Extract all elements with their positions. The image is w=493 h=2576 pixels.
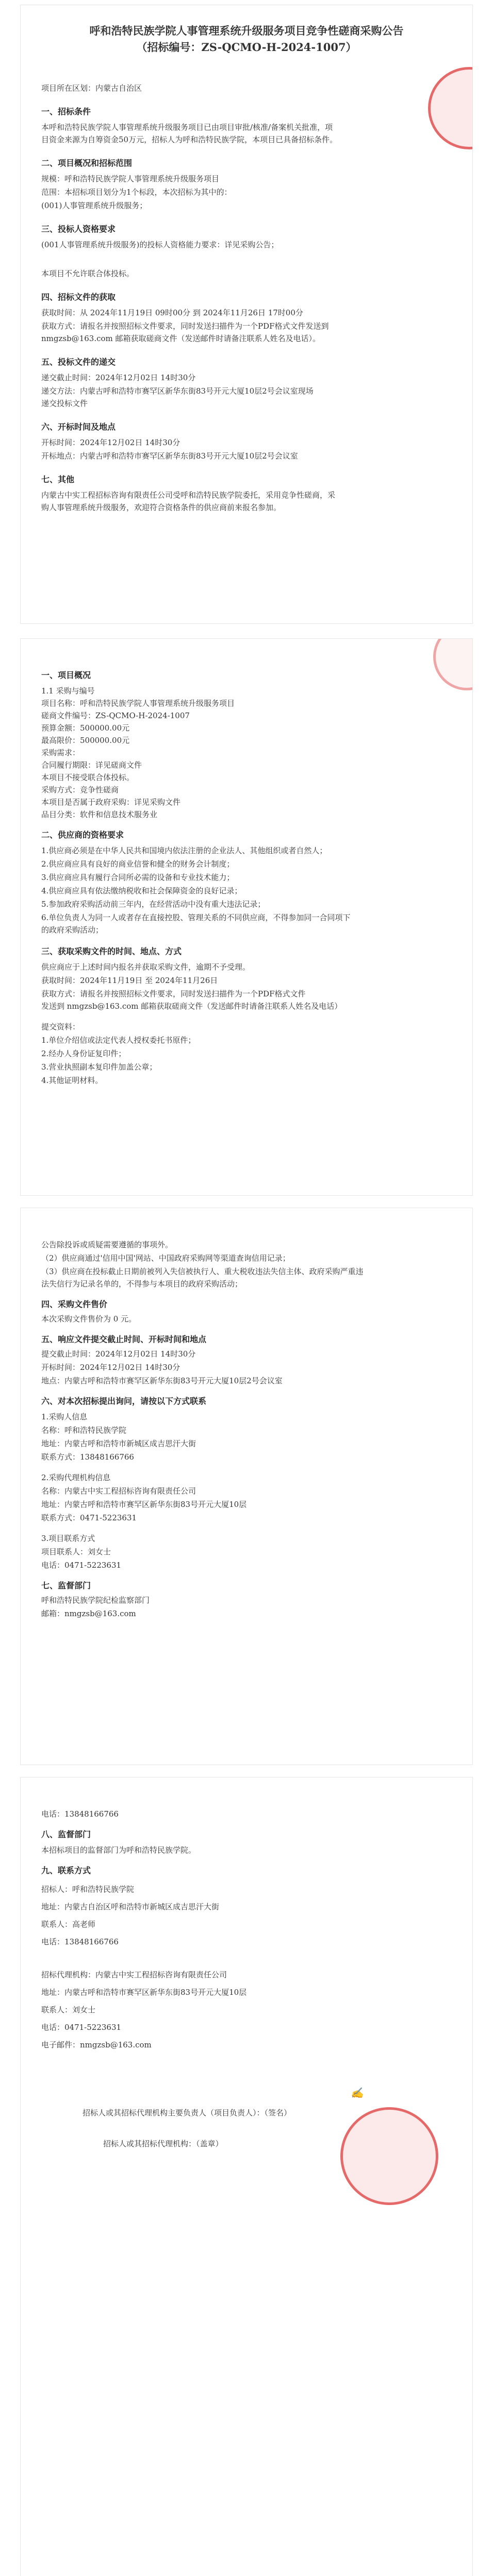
paragraph-line: 递交截止时间：2024年12月02日 14时30分 (41, 373, 196, 382)
paragraph-line: 4.供应商应具有依法缴纳税收和社会保障资金的良好记录； (41, 886, 242, 895)
paragraph-line: 邮箱：nmgzsb@163.com (41, 1609, 136, 1618)
paragraph-line: 1.1 采购与编号 (41, 686, 95, 696)
paragraph-line: 2.采购代理机构信息 (41, 1473, 111, 1482)
paragraph-line: 合同履行期限：详见磋商文件 (41, 760, 142, 770)
paragraph-line: 递交方法：内蒙古呼和浩特市赛罕区新华东街83号开元大厦10层2号会议室现场 (41, 386, 314, 396)
section-heading: 四、招标文件的获取 (41, 292, 116, 302)
paragraph-line: 地址：内蒙古呼和浩特市新城区成吉思汗大街 (41, 1439, 196, 1448)
paragraph-line: 规模：呼和浩特民族学院人事管理系统升级服务项目 (41, 174, 220, 183)
paragraph-line: 地点：内蒙古呼和浩特市赛罕区新华东街83号开元大厦10层2号会议室 (41, 1376, 283, 1385)
announcement-title: 呼和浩特民族学院人事管理系统升级服务项目竞争性磋商采购公告 (89, 24, 404, 37)
section-heading: 九、联系方式 (41, 1866, 91, 1875)
section-heading: 五、投标文件的递交 (41, 357, 116, 367)
section-heading: 七、其他 (41, 474, 75, 484)
paragraph-line: 本呼和浩特民族学院人事管理系统升级服务项目已由项目审批/核准/备案机关批准，项 (41, 123, 333, 132)
paragraph-line: 3.营业执照副本复印件加盖公章； (41, 1062, 157, 1072)
paragraph-line: 项目联系人：刘女士 (41, 1547, 111, 1556)
paragraph-line: (001)人事管理系统升级服务； (41, 201, 147, 210)
paragraph-line: 采购需求： (41, 748, 80, 757)
paragraph-line: 电话：0471-5223631 (41, 2023, 122, 2032)
document-page-2 (21, 639, 472, 1195)
section-heading: 四、采购文件售价 (41, 1299, 108, 1309)
paragraph-line: 名称：呼和浩特民族学院 (41, 1426, 127, 1435)
paragraph-line: 本项目是否属于政府采购：详见采购文件 (41, 798, 181, 807)
paragraph-line: 开标时间：2024年12月02日 14时30分 (41, 1363, 180, 1372)
paragraph-line: 联系方式：13848166766 (41, 1452, 134, 1462)
section-heading: 八、监督部门 (41, 1829, 91, 1839)
paragraph-line: 呼和浩特民族学院纪检监察部门 (41, 1596, 150, 1605)
paragraph-line: 的政府采购活动； (41, 925, 104, 935)
paragraph-line: 联系方式：0471-5223631 (41, 1513, 137, 1522)
paragraph-line: 预算金额：500000.00元 (41, 723, 130, 733)
paragraph-line: 1.单位介绍信或法定代表人授权委托书原件； (41, 1036, 196, 1045)
paragraph-line: 内蒙古中实工程招标咨询有限责任公司受呼和浩特民族学院委托，采用竞争性磋商，采 (41, 490, 336, 500)
paragraph-line: 电子邮件：nmgzsb@163.com (41, 2040, 152, 2049)
paragraph-line: 获取时间：2024年11月19日 至 2024年11月26日 (41, 976, 218, 985)
paragraph-line: 1.供应商必须是在中华人民共和国境内依法注册的企业法人、其他组织或者自然人； (41, 846, 327, 855)
paragraph-line: 电话：13848166766 (41, 1937, 119, 1946)
paragraph-line: 本次采购文件售价为 0 元。 (41, 1314, 137, 1324)
section-heading: 七、监督部门 (41, 1581, 91, 1590)
section-heading: 三、获取采购文件的时间、地点、方式 (41, 946, 182, 956)
paragraph-line: 联系人：刘女士 (41, 2005, 96, 2014)
paragraph-line: 获取时间：从 2024年11月19日 09时00分 到 2024年11月26日 17时00分 (41, 308, 303, 317)
paragraph-line: 递交投标文件 (41, 399, 88, 408)
paragraph-line: 获取方式：请报名并按照招标文件要求，同时发送扫描件为一个PDF格式文件 (41, 989, 306, 998)
paragraph-line: 2.供应商应具有良好的商业信誉和健全的财务会计制度； (41, 859, 235, 869)
paragraph-line: 名称：内蒙古中实工程招标咨询有限责任公司 (41, 1486, 196, 1496)
paragraph-line: 法失信行为记录名单的，不得参与本项目的政府采购活动； (41, 1279, 243, 1289)
paragraph-line: (001人事管理系统升级服务)的投标人资格能力要求：详见采购公告； (41, 240, 279, 249)
section-heading: 五、响应文件提交截止时间、开标时间和地点 (41, 1334, 207, 1344)
paragraph-line: 地址：内蒙古呼和浩特市赛罕区新华东街83号开元大厦10层 (41, 1988, 247, 1997)
paragraph-line: 范围：本招标项目划分为1个标段，本次招标为其中的： (41, 188, 232, 197)
paragraph-line: 提交截止时间：2024年12月02日 14时30分 (41, 1349, 196, 1359)
official-seal (433, 639, 472, 690)
paragraph-line: 本项目不接受联合体投标。 (41, 773, 135, 782)
announcement-number: （招标编号：ZS-QCMO-H-2024-1007） (136, 41, 357, 54)
section-heading: 一、招标条件 (41, 107, 91, 116)
seal-line: 招标人或其招标代理机构：（盖章） (103, 2139, 223, 2148)
paragraph-line: 电话：13848166766 (41, 1809, 119, 1819)
paragraph-line: （3）供应商在投标截止日期前被列入失信被执行人、重大税收违法失信主体、政府采购严重违 (41, 1267, 364, 1276)
official-seal (340, 2107, 438, 2205)
paragraph-line: 招标人：呼和浩特民族学院 (41, 1885, 135, 1894)
paragraph-line: 开标地点：内蒙古呼和浩特市赛罕区新华东街83号开元大厦10层2号会议室 (41, 451, 298, 461)
paragraph-line: 3.项目联系方式 (41, 1534, 95, 1543)
project-location: 项目所在区划：内蒙古自治区 (41, 83, 142, 93)
document-page-1 (21, 5, 472, 623)
section-heading: 一、项目概况 (41, 670, 91, 680)
paragraph-line: 磋商文件编号：ZS-QCMO-H-2024-1007 (41, 711, 190, 720)
paragraph-line: 目资金来源为自筹资金50万元，招标人为呼和浩特民族学院，本项目已具备招标条件。 (41, 135, 338, 144)
paragraph-line: 3.供应商应具有履行合同所必需的设备和专业技术能力； (41, 873, 235, 882)
section-heading: 六、对本次招标提出询问，请按以下方式联系 (41, 1396, 207, 1406)
section-heading: 三、投标人资格要求 (41, 224, 116, 234)
paragraph-line: 2.经办人身份证复印件； (41, 1049, 126, 1058)
paragraph-line: 项目名称：呼和浩特民族学院人事管理系统升级服务项目 (41, 699, 235, 708)
handwritten-signature: ✍ (351, 2087, 364, 2099)
document-page-3 (21, 1208, 472, 1765)
paragraph-line: 本招标项目的监督部门为呼和浩特民族学院。 (41, 1845, 196, 1855)
paragraph-line: 供应商应于上述时间内报名并获取采购文件，逾期不予受理。 (41, 962, 251, 972)
paragraph-line: 采购方式：竞争性磋商 (41, 785, 119, 794)
section-heading: 二、项目概况和招标范围 (41, 158, 133, 168)
paragraph-line: 4.其他证明材料。 (41, 1076, 103, 1085)
document-page-4 (21, 1777, 472, 2576)
paragraph-line: 公告除投诉或质疑需要遵循的事项外。 (41, 1240, 173, 1249)
paragraph-line: 购人事管理系统升级服务，欢迎符合资格条件的供应商前来报名参加。 (41, 503, 282, 512)
paragraph-line: 5.参加政府采购活动前三年内，在经营活动中没有重大违法记录； (41, 900, 266, 909)
paragraph-line: 联系人：高老师 (41, 1920, 96, 1929)
paragraph-line: 获取方式：请报名并按照招标文件要求，同时发送扫描件为一个PDF格式文件发送到 (41, 321, 329, 331)
signature-line: 招标人或其招标代理机构主要负责人（项目负责人）：（签名） (83, 2108, 292, 2117)
paragraph-line: 1.采购人信息 (41, 1412, 88, 1421)
paragraph-line: 电话：0471-5223631 (41, 1561, 122, 1570)
paragraph-line: 6.单位负责人为同一人或者存在直接控股、管理关系的不同供应商，不得参加同一合同项下 (41, 913, 351, 922)
section-heading: 六、开标时间及地点 (41, 422, 116, 432)
paragraph-line: （2）供应商通过'信用中国'网站、中国政府采购网等渠道查询信用记录； (41, 1253, 290, 1263)
paragraph-line: 本项目不允许联合体投标。 (41, 269, 135, 278)
paragraph-line: 最高限价：500000.00元 (41, 736, 130, 745)
paragraph-line: 发送到 nmgzsb@163.com 邮箱获取磋商文件（发送邮件时请备注联系人姓名及电话） (41, 1002, 342, 1011)
paragraph-line: 提交资料： (41, 1022, 80, 1031)
paragraph-line: 品目分类：软件和信息技术服务业 (41, 810, 158, 819)
paragraph-line: 地址：内蒙古呼和浩特市赛罕区新华东街83号开元大厦10层 (41, 1500, 247, 1509)
paragraph-line: 开标时间：2024年12月02日 14时30分 (41, 438, 180, 447)
paragraph-line: 地址：内蒙古自治区呼和浩特市新城区成吉思汗大街 (41, 1902, 220, 1911)
paragraph-line: 招标代理机构：内蒙古中实工程招标咨询有限责任公司 (41, 1970, 227, 1979)
section-heading: 二、供应商的资格要求 (41, 830, 124, 840)
paragraph-line: nmgzsb@163.com 邮箱获取磋商文件（发送邮件时请备注联系人姓名及电话）。 (41, 334, 321, 343)
